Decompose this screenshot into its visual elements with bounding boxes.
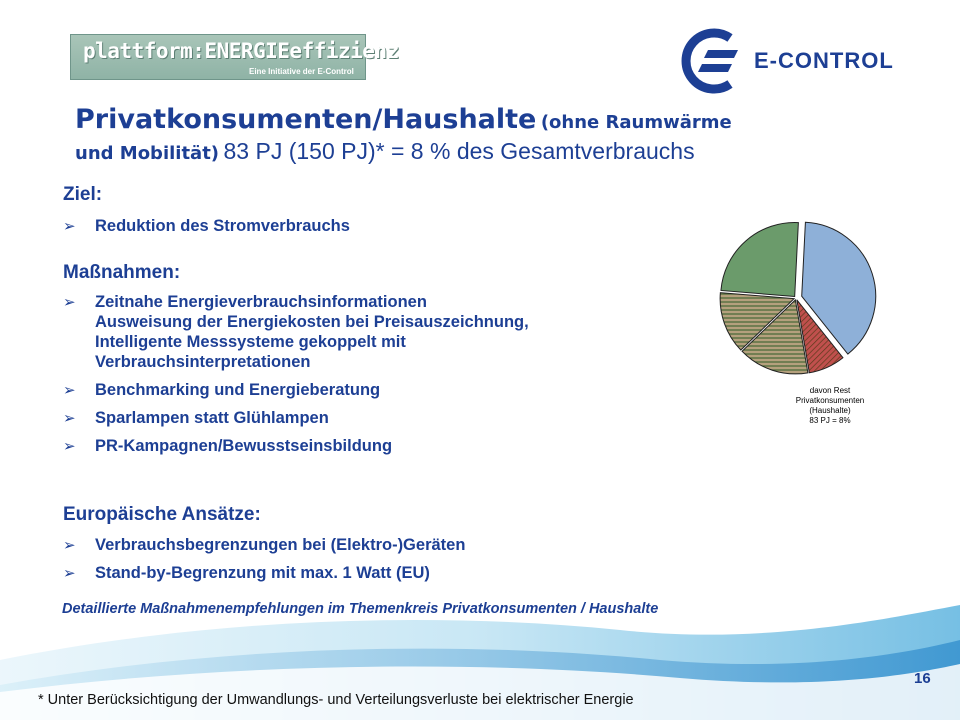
list-item: ➢ Reduktion des Stromverbrauchs bbox=[63, 217, 350, 235]
arrow-bullet-icon: ➢ bbox=[63, 381, 76, 399]
title-qualifier-b: und Mobilität) bbox=[75, 142, 220, 164]
pie-annotation-line: Privatkonsumenten bbox=[795, 396, 865, 405]
list-item: ➢ Verbrauchsbegrenzungen bei (Elektro-)Geräten bbox=[63, 536, 466, 554]
pie-annotation-line: (Haushalte) bbox=[809, 406, 851, 415]
pie-annotation-line: 83 PJ = 8% bbox=[809, 416, 851, 425]
page-number: 16 bbox=[914, 670, 931, 687]
list-item: ➢ Sparlampen statt Glühlampen bbox=[63, 409, 329, 427]
pie-slice-5 bbox=[721, 222, 798, 296]
platform-logo-wordmark: plattform:ENERGIEeffizienz bbox=[83, 39, 399, 63]
pie-annotation-line: davon Rest bbox=[809, 386, 851, 395]
platform-energieeffizienz-logo bbox=[70, 34, 399, 80]
arrow-bullet-icon: ➢ bbox=[63, 536, 76, 554]
pie-annotation bbox=[780, 386, 880, 426]
arrow-bullet-icon: ➢ bbox=[63, 217, 76, 235]
slide-title bbox=[75, 104, 935, 165]
footnote: * Unter Berücksichtigung der Umwandlungs- und Verteilungsverluste bei elektrischer Energie bbox=[38, 692, 634, 708]
pie-chart-svg bbox=[716, 220, 880, 378]
list-item: ➢ Stand-by-Begrenzung mit max. 1 Watt (EU) bbox=[63, 564, 430, 582]
title-qualifier-a: (ohne Raumwärme bbox=[540, 112, 732, 133]
europa-list bbox=[63, 535, 465, 591]
ziel-list bbox=[63, 216, 350, 244]
arrow-bullet-icon: ➢ bbox=[63, 564, 76, 582]
e-control-wordmark: E-CONTROL bbox=[754, 48, 894, 73]
europa-heading: Europäische Ansätze: bbox=[63, 504, 261, 525]
e-control-emblem-icon bbox=[680, 26, 750, 96]
list-item: ➢ PR-Kampagnen/Bewusstseinsbildung bbox=[63, 437, 393, 455]
pie-chart bbox=[716, 220, 880, 378]
detail-recommendation-link[interactable]: Detaillierte Maßnahmenempfehlungen im Themenkreis Privatkonsumenten / Haushalte bbox=[62, 601, 659, 617]
e-control-logo bbox=[680, 26, 910, 96]
massnahmen-heading: Maßnahmen: bbox=[63, 262, 181, 283]
arrow-bullet-icon: ➢ bbox=[63, 293, 76, 311]
platform-logo-tagline: Eine Initiative der E-Control bbox=[249, 67, 354, 76]
ziel-heading: Ziel: bbox=[63, 184, 103, 205]
arrow-bullet-icon: ➢ bbox=[63, 437, 76, 455]
arrow-bullet-icon: ➢ bbox=[63, 409, 76, 427]
massnahmen-list bbox=[63, 292, 529, 464]
list-item: ➢ Benchmarking und Energieberatung bbox=[63, 381, 381, 399]
title-figures: 83 PJ (150 PJ)* = 8 % des Gesamtverbrauchs bbox=[223, 137, 695, 164]
list-item: ➢ Zeitnahe Energieverbrauchsinformationen Ausweisung der Energiekosten bei Preisauszeichnung, Intelligente Messsysteme gekoppelt mit Verbrauchsinterpretationen bbox=[63, 293, 529, 371]
title-main: Privatkonsumenten/Haushalte bbox=[75, 104, 537, 135]
